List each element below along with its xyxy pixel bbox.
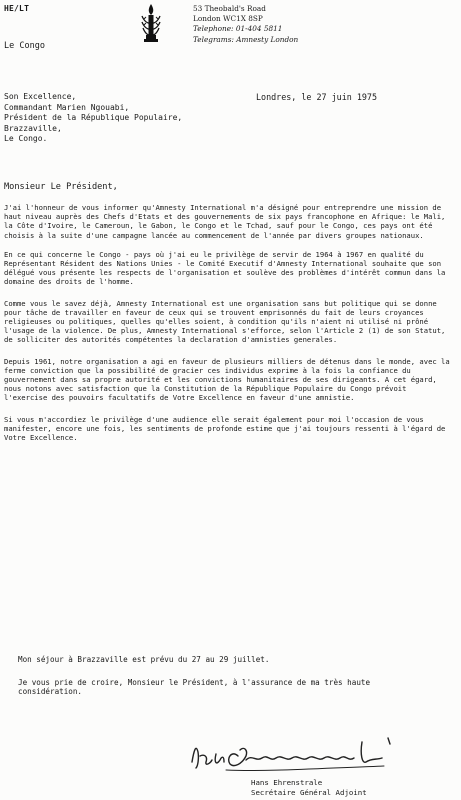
letterhead-street: 53 Theobald's Road	[193, 4, 266, 13]
body-paragraph: Si vous m'accordiez le privilège d'une audience elle serait également pour moi l'occasion de vous manifester, encore une fois, les sentiments de profonde estime que j'ai toujours ressenti à l'égard de Votre Excellence.	[4, 414, 446, 443]
signatory-title: Secrétaire Général Adjoint	[251, 788, 367, 797]
addressee-line: Brazzaville,	[4, 123, 62, 133]
body-paragraph: J'ai l'honneur de vous informer qu'Amnesty International m'a désigné pour entreprendre une mission de haut niveau auprès des Chefs d'Etats et des gouvernements de six pays francophone en Afrique: le Mali, la Côte d'Ivoire, le Cameroun, le Gabon, le Congo et le Tchad, sauf pour le Congo, ces pays ont été choisis à la suite d'une campagne lancée au commencement de l'année par divers groupes nationaux.	[4, 203, 446, 240]
travel-dates: Mon séjour à Brazzaville est prévu du 27 au 29 juillet.	[18, 655, 270, 664]
amnesty-candle-logo-icon	[140, 2, 162, 58]
addressee-block	[4, 92, 182, 145]
letter-body	[4, 203, 452, 454]
letterhead-address	[193, 4, 298, 45]
body-paragraph: Depuis 1961, notre organisation a agi en faveur de plusieurs milliers de détenus dans le monde, avec la ferme conviction que la possibilité de gracier ces individus exprime à la fois la confiance du gouvernement dans sa propre autorité et les convictions humanitaires de ses dirigeants. A cet égard, nous notons avec satisfaction que la Constitution de la République Populaire du Congo prévoit l'exercise des pouvoirs facultatifs de Votre Excellence en faveur d'une amnistie.	[4, 356, 450, 403]
recipient-country: Le Congo	[4, 41, 45, 51]
letterhead-telephone: Telephone: 01-404 5811	[193, 24, 283, 34]
letterhead-city: London WC1X 8SP	[193, 14, 263, 24]
addressee-line: Président de la République Populaire,	[4, 113, 183, 123]
addressee-line: Commandant Marien Ngouabi,	[4, 102, 130, 112]
closing-formula: Je vous prie de croire, Monsieur le Président, à l'assurance de ma très haute considération.	[18, 677, 371, 697]
addressee-line: Son Excellence,	[4, 92, 77, 101]
reference-code: HE/LT	[4, 4, 30, 13]
body-paragraph: Comme vous le savez déjà, Amnesty International est une organisation sans but politique qui se donne pour tâche de travailler en faveur de ceux qui se trouvent emprisonnés du fait de leurs croyances religieuses ou politiques, quelles qu'elles soient, à condition qu'ils n'aient ni utilisé ni prôné l'usage de la violence. De plus, Amnesty International s'efforce, selon l'Article 2 (1) de son Statut, de solliciter des autorités compétentes la declaration d'amnisties generales.	[4, 298, 446, 345]
body-paragraph: En ce qui concerne le Congo - pays où j'ai eu le privilège de servir de 1964 à 1967 en qualité du Représentant Résident des Nations Unies - le Comité Executif d'Amnesty International souhaite que son délégué vous présente les respects de l'organisation et soulève des problèmes d'intérêt commun dans la domaine des droits de l'homme.	[4, 249, 446, 287]
signatory-name: Hans Ehrenstrale	[251, 778, 323, 787]
handwritten-signature	[186, 732, 416, 776]
letter-date: Londres, le 27 juin 1975	[256, 92, 378, 102]
letterhead-telegrams: Telegrams: Amnesty London	[193, 34, 299, 44]
salutation: Monsieur Le Président,	[4, 182, 118, 192]
addressee-line: Le Congo.	[4, 134, 48, 144]
closing-block	[18, 655, 438, 697]
signatory-block	[251, 778, 367, 798]
